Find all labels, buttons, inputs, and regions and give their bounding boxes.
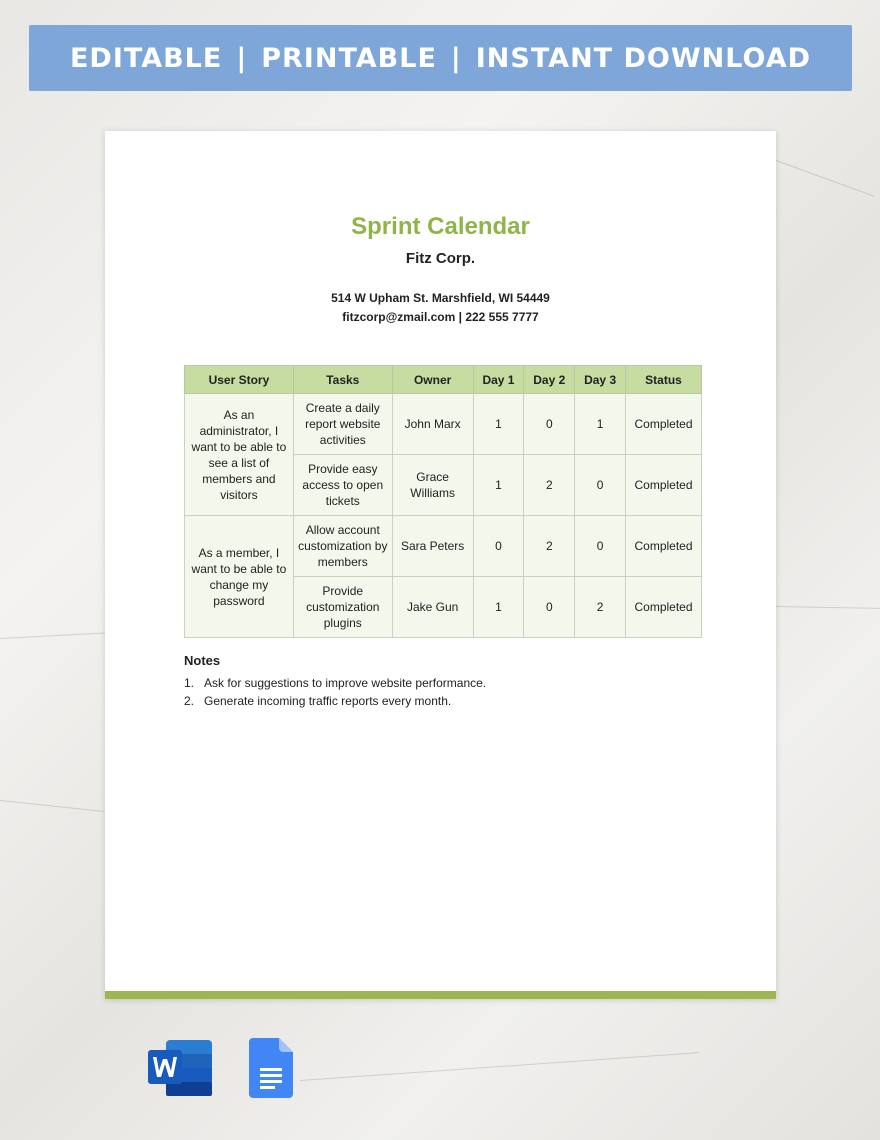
footer-accent-bar xyxy=(105,991,776,999)
marble-vein xyxy=(776,606,880,609)
marble-vein xyxy=(0,800,104,812)
status-cell: Completed xyxy=(626,455,702,516)
task-cell: Allow account customization by members xyxy=(293,516,392,577)
note-text: Ask for suggestions to improve website performance. xyxy=(204,676,487,690)
day3-cell: 2 xyxy=(575,577,626,638)
header-tasks: Tasks xyxy=(293,366,392,394)
day1-cell: 1 xyxy=(473,577,524,638)
owner-cell: Sara Peters xyxy=(392,516,473,577)
user-story-cell: As a member, I want to be able to change my password xyxy=(185,516,294,638)
owner-cell: Grace Williams xyxy=(392,455,473,516)
document-page xyxy=(105,131,776,999)
owner-cell: John Marx xyxy=(392,394,473,455)
google-docs-icon[interactable] xyxy=(249,1038,293,1103)
table-row xyxy=(185,394,702,455)
note-number: 1. xyxy=(184,676,195,690)
task-cell: Provide customization plugins xyxy=(293,577,392,638)
header-status: Status xyxy=(626,366,702,394)
marble-vein xyxy=(776,160,874,197)
company-address: 514 W Upham St. Marshfield, WI 54449 xyxy=(331,291,550,305)
task-cell: Provide easy access to open tickets xyxy=(293,455,392,516)
document-title: Sprint Calendar xyxy=(351,213,530,240)
list-item xyxy=(184,694,486,712)
banner-separator: | xyxy=(236,42,248,74)
banner-printable: PRINTABLE xyxy=(261,42,437,74)
header-day-3: Day 3 xyxy=(575,366,626,394)
banner-separator: | xyxy=(450,42,462,74)
day2-cell: 0 xyxy=(524,577,575,638)
task-cell: Create a daily report website activities xyxy=(293,394,392,455)
day1-cell: 1 xyxy=(473,394,524,455)
notes-title: Notes xyxy=(184,653,221,668)
notes-list xyxy=(184,676,486,712)
company-contact: fitzcorp@zmail.com | 222 555 7777 xyxy=(342,310,539,324)
day2-cell: 0 xyxy=(524,394,575,455)
marble-vein xyxy=(300,1052,699,1081)
owner-cell: Jake Gun xyxy=(392,577,473,638)
status-cell: Completed xyxy=(626,577,702,638)
day3-cell: 0 xyxy=(575,516,626,577)
day2-cell: 2 xyxy=(524,455,575,516)
day1-cell: 1 xyxy=(473,455,524,516)
table-header-row xyxy=(185,366,702,394)
table-row xyxy=(185,516,702,577)
company-name: Fitz Corp. xyxy=(405,250,476,267)
marble-vein xyxy=(0,633,105,639)
day1-cell: 0 xyxy=(473,516,524,577)
list-item xyxy=(184,676,486,694)
header-owner: Owner xyxy=(392,366,473,394)
header-day-1: Day 1 xyxy=(473,366,524,394)
status-cell: Completed xyxy=(626,516,702,577)
note-number: 2. xyxy=(184,694,195,708)
format-icons xyxy=(146,1038,293,1103)
header-day-2: Day 2 xyxy=(524,366,575,394)
feature-banner xyxy=(29,25,852,91)
user-story-cell: As an administrator, I want to be able to see a list of members and visitors xyxy=(185,394,294,516)
day2-cell: 2 xyxy=(524,516,575,577)
banner-instant-download: INSTANT DOWNLOAD xyxy=(475,42,812,74)
status-cell: Completed xyxy=(626,394,702,455)
sprint-table xyxy=(184,365,702,638)
banner-editable: EDITABLE xyxy=(69,42,223,74)
word-icon[interactable] xyxy=(146,1038,214,1103)
day3-cell: 0 xyxy=(575,455,626,516)
day3-cell: 1 xyxy=(575,394,626,455)
note-text: Generate incoming traffic reports every month. xyxy=(204,694,452,708)
header-user-story: User Story xyxy=(185,366,294,394)
